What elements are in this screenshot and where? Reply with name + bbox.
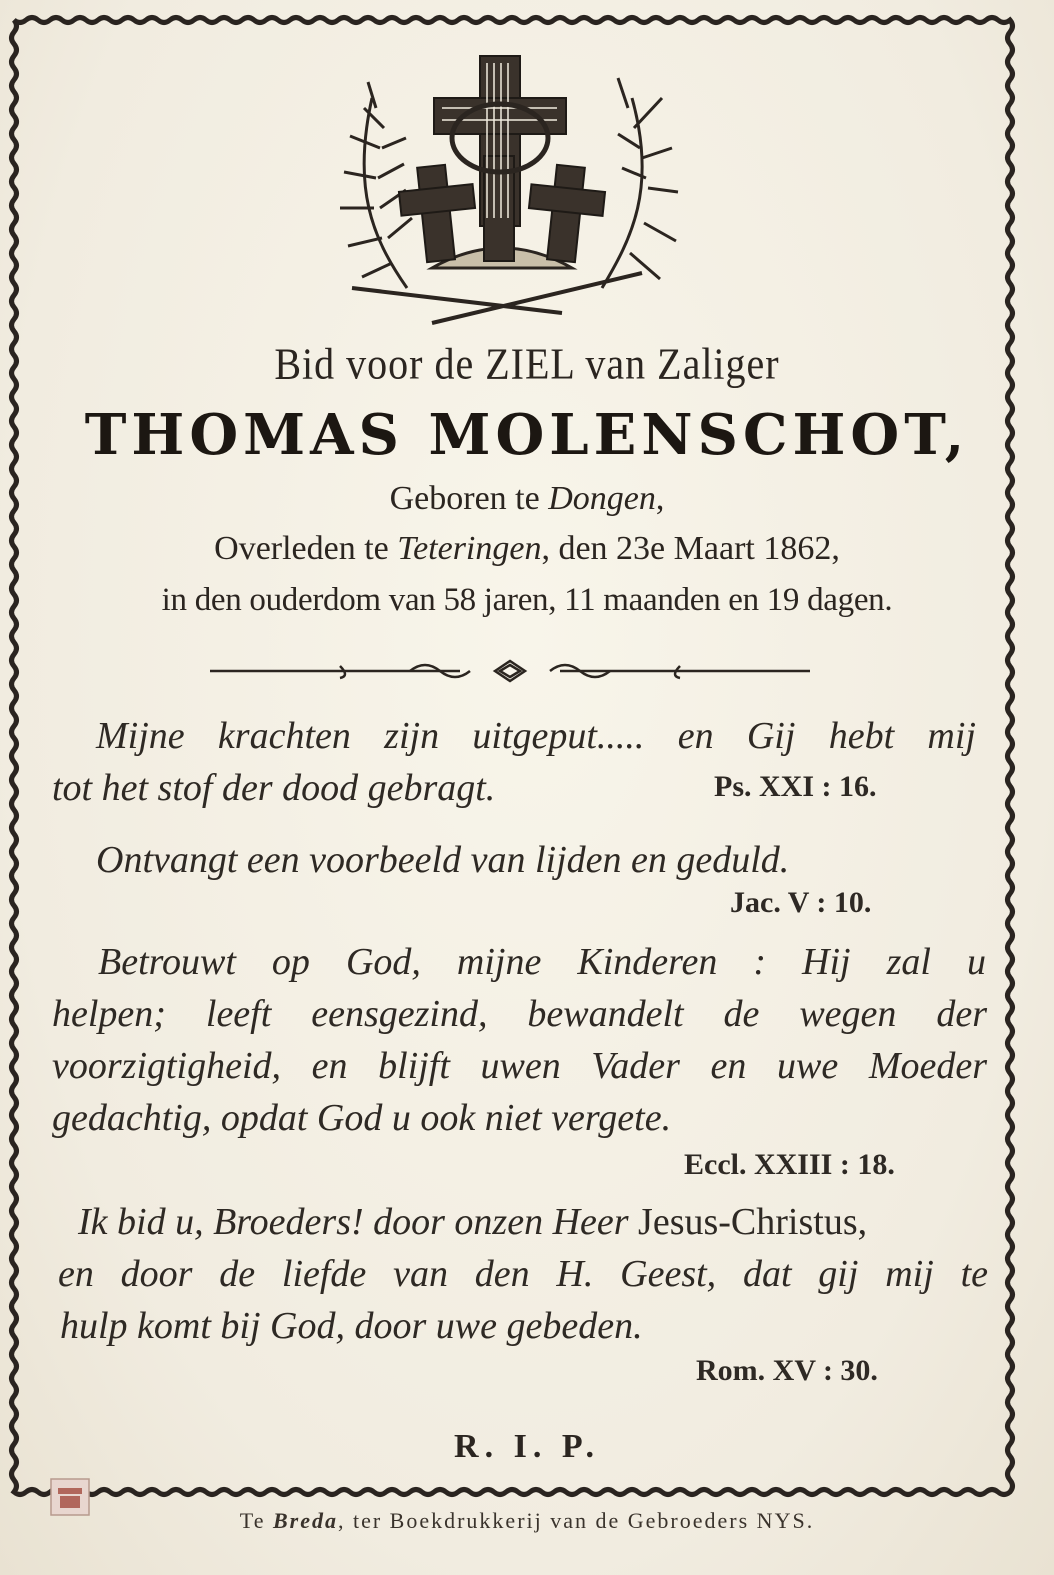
birth-line <box>0 480 1054 518</box>
verse-1-reference: Ps. XXI : 16. <box>714 770 877 803</box>
printer-prefix: Te <box>239 1508 273 1533</box>
death-prefix: Overleden te <box>214 530 398 567</box>
verse-3-line-1: Betrouwt op God, mijne Kinderen : Hij zal u <box>98 941 986 983</box>
verse-4-line-2: en door de liefde van den H. Geest, dat gij mij te <box>58 1253 988 1295</box>
printer-city: Breda <box>272 1508 338 1533</box>
death-suffix: , den 23e Maart 1862, <box>541 530 840 567</box>
verse-2-reference: Jac. V : 10. <box>730 886 872 919</box>
verse-4-roman: Jesus-Christus, <box>638 1201 868 1243</box>
verse-4-italic: Ik bid u, Broeders! door onzen Heer <box>78 1201 639 1243</box>
deceased-name: THOMAS MOLENSCHOT, <box>84 402 970 468</box>
verse-4-line-1 <box>78 1200 1013 1244</box>
verse-3-line-4: gedachtig, opdat God u ook niet vergete. <box>52 1097 672 1139</box>
verse-1-line-2: tot het stof der dood gebragt. <box>52 767 496 809</box>
verse-4-line-3: hulp komt bij God, door uwe gebeden. <box>60 1305 643 1347</box>
birth-suffix: , <box>655 480 665 517</box>
birth-prefix: Geboren te <box>389 480 549 517</box>
verse-1-line-1: Mijne krachten zijn uitgeput..... en Gij hebt mij <box>96 715 976 757</box>
age-line: in den ouderdom van 58 jaren, 11 maanden en 19 dagen. <box>161 582 893 618</box>
verse-3-line-2: helpen; leeft eensgezind, bewandelt de wegen der <box>52 993 987 1035</box>
death-place: Teteringen <box>397 530 542 567</box>
verse-3-reference: Eccl. XXIII : 18. <box>684 1148 895 1181</box>
printer-line <box>0 1508 1054 1534</box>
death-line <box>0 530 1054 568</box>
verse-4-reference: Rom. XV : 30. <box>696 1354 878 1387</box>
verse-3-line-3: voorzigtigheid, en blijft uwen Vader en uwe Moeder <box>52 1045 987 1087</box>
crosses-emblem-icon <box>312 38 692 328</box>
rip-text: R. I. P. <box>454 1428 600 1465</box>
prayer-heading: Bid voor de ZIEL van Zaliger <box>274 338 780 389</box>
ornament-divider-icon <box>210 656 810 686</box>
verse-2-line-1: Ontvangt een voorbeeld van lijden en geduld. <box>96 839 790 881</box>
printer-suffix: , ter Boekdrukkerij van de Gebroeders NYS. <box>337 1508 815 1533</box>
birth-place: Dongen <box>548 480 656 517</box>
